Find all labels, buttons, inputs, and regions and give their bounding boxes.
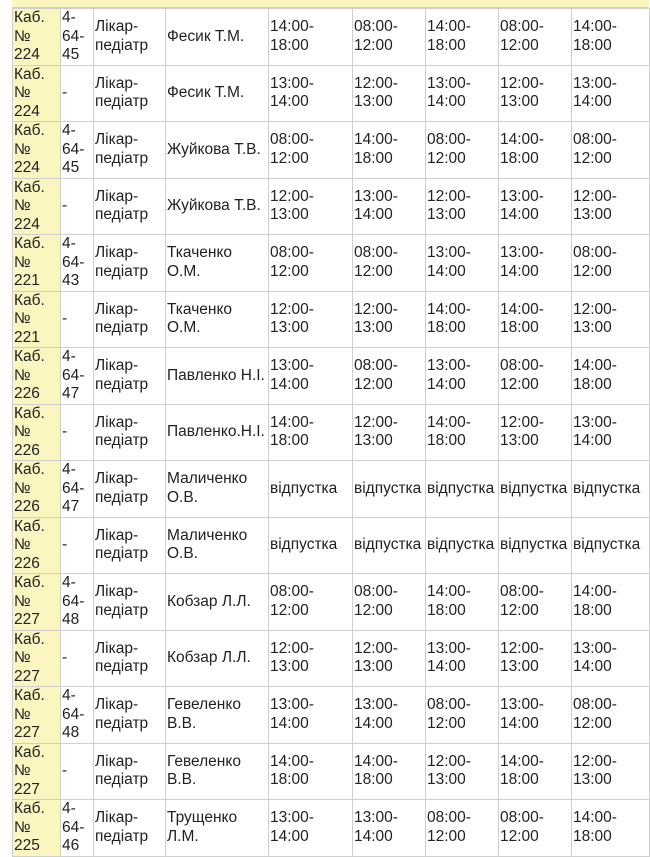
schedule-slot-fri: 12:00-13:00	[572, 743, 650, 800]
position-cell: Лікар-педіатр	[94, 65, 166, 122]
schedule-slot-tue: 08:00-12:00	[353, 9, 426, 66]
room-cell: Каб. № 224	[13, 122, 61, 179]
position-cell: Лікар-педіатр	[94, 404, 166, 461]
table-row	[13, 574, 650, 631]
schedule-slot-tue: 08:00-12:00	[353, 574, 426, 631]
phone-cell: -	[61, 517, 94, 574]
table-top-strip	[12, 0, 649, 8]
schedule-slot-thu: 13:00-14:00	[499, 687, 572, 744]
phone-cell: -	[61, 178, 94, 235]
room-cell: Каб. № 227	[13, 743, 61, 800]
schedule-body	[13, 9, 650, 857]
phone-cell: 4-64-47	[61, 348, 94, 405]
position-cell: Лікар-педіатр	[94, 517, 166, 574]
schedule-slot-wed: 13:00-14:00	[426, 235, 499, 292]
schedule-slot-thu: 08:00-12:00	[499, 348, 572, 405]
schedule-slot-mon: 13:00-14:00	[269, 348, 353, 405]
schedule-slot-thu: 13:00-14:00	[499, 235, 572, 292]
room-cell: Каб. № 221	[13, 291, 61, 348]
schedule-slot-fri: 14:00-18:00	[572, 9, 650, 66]
schedule-slot-wed: 12:00-13:00	[426, 743, 499, 800]
doctor-name-cell: Кобзар Л.Л.	[166, 630, 269, 687]
schedule-slot-fri: 12:00-13:00	[572, 178, 650, 235]
schedule-slot-wed: 13:00-14:00	[426, 65, 499, 122]
position-cell: Лікар-педіатр	[94, 9, 166, 66]
schedule-slot-mon: 08:00-12:00	[269, 574, 353, 631]
schedule-slot-wed: 13:00-14:00	[426, 348, 499, 405]
schedule-slot-tue: 14:00-18:00	[353, 122, 426, 179]
schedule-slot-thu: 08:00-12:00	[499, 574, 572, 631]
schedule-slot-tue: 14:00-18:00	[353, 743, 426, 800]
position-cell: Лікар-педіатр	[94, 687, 166, 744]
schedule-slot-mon: 12:00-13:00	[269, 178, 353, 235]
schedule-slot-thu: 08:00-12:00	[499, 800, 572, 857]
position-cell: Лікар-педіатр	[94, 178, 166, 235]
doctor-name-cell: Павленко Н.І.	[166, 348, 269, 405]
phone-cell: -	[61, 743, 94, 800]
schedule-slot-tue: відпустка	[353, 517, 426, 574]
phone-cell: 4-64-45	[61, 122, 94, 179]
phone-cell: -	[61, 291, 94, 348]
schedule-slot-fri: 13:00-14:00	[572, 630, 650, 687]
schedule-slot-wed: 08:00-12:00	[426, 687, 499, 744]
schedule-slot-thu: 14:00-18:00	[499, 122, 572, 179]
table-row	[13, 178, 650, 235]
schedule-slot-wed: 08:00-12:00	[426, 800, 499, 857]
schedule-slot-wed: 08:00-12:00	[426, 122, 499, 179]
doctor-schedule-table	[12, 8, 650, 857]
room-cell: Каб. № 224	[13, 65, 61, 122]
schedule-slot-thu: 14:00-18:00	[499, 291, 572, 348]
table-row	[13, 291, 650, 348]
doctor-name-cell: Маличенко О.В.	[166, 517, 269, 574]
doctor-name-cell: Гевеленко В.В.	[166, 743, 269, 800]
schedule-slot-fri: 14:00-18:00	[572, 574, 650, 631]
schedule-slot-thu: 13:00-14:00	[499, 178, 572, 235]
schedule-slot-tue: 12:00-13:00	[353, 65, 426, 122]
schedule-slot-fri: 12:00-13:00	[572, 291, 650, 348]
schedule-slot-tue: 12:00-13:00	[353, 404, 426, 461]
schedule-slot-wed: 14:00-18:00	[426, 291, 499, 348]
doctor-name-cell: Фесик Т.М.	[166, 65, 269, 122]
table-row	[13, 348, 650, 405]
room-cell: Каб. № 227	[13, 687, 61, 744]
schedule-slot-wed: відпустка	[426, 461, 499, 518]
doctor-name-cell: Кобзар Л.Л.	[166, 574, 269, 631]
schedule-slot-wed: 14:00-18:00	[426, 404, 499, 461]
room-cell: Каб. № 226	[13, 348, 61, 405]
position-cell: Лікар-педіатр	[94, 743, 166, 800]
schedule-slot-fri: 08:00-12:00	[572, 122, 650, 179]
doctor-name-cell: Фесик Т.М.	[166, 9, 269, 66]
schedule-slot-tue: 08:00-12:00	[353, 235, 426, 292]
schedule-slot-fri: 14:00-18:00	[572, 348, 650, 405]
doctor-name-cell: Павленко.Н.І.	[166, 404, 269, 461]
schedule-slot-wed: 12:00-13:00	[426, 178, 499, 235]
position-cell: Лікар-педіатр	[94, 800, 166, 857]
table-row	[13, 9, 650, 66]
schedule-slot-mon: відпустка	[269, 461, 353, 518]
table-row	[13, 687, 650, 744]
schedule-slot-tue: 08:00-12:00	[353, 348, 426, 405]
doctor-name-cell: Трущенко Л.М.	[166, 800, 269, 857]
table-row	[13, 517, 650, 574]
schedule-slot-fri: 08:00-12:00	[572, 235, 650, 292]
schedule-slot-thu: 08:00-12:00	[499, 9, 572, 66]
table-row	[13, 122, 650, 179]
doctor-name-cell: Ткаченко О.М.	[166, 291, 269, 348]
schedule-slot-fri: 08:00-12:00	[572, 687, 650, 744]
schedule-slot-thu: 12:00-13:00	[499, 630, 572, 687]
room-cell: Каб. № 227	[13, 574, 61, 631]
room-cell: Каб. № 225	[13, 800, 61, 857]
phone-cell: -	[61, 404, 94, 461]
room-cell: Каб. № 226	[13, 461, 61, 518]
table-row	[13, 65, 650, 122]
schedule-slot-fri: відпустка	[572, 461, 650, 518]
schedule-slot-mon: 12:00-13:00	[269, 630, 353, 687]
doctor-name-cell: Ткаченко О.М.	[166, 235, 269, 292]
schedule-slot-mon: 14:00-18:00	[269, 743, 353, 800]
schedule-slot-tue: 13:00-14:00	[353, 178, 426, 235]
room-cell: Каб. № 224	[13, 9, 61, 66]
schedule-slot-thu: відпустка	[499, 517, 572, 574]
schedule-slot-fri: 13:00-14:00	[572, 65, 650, 122]
schedule-slot-thu: відпустка	[499, 461, 572, 518]
schedule-slot-tue: 13:00-14:00	[353, 800, 426, 857]
schedule-slot-fri: 13:00-14:00	[572, 404, 650, 461]
phone-cell: 4-64-43	[61, 235, 94, 292]
schedule-slot-mon: 14:00-18:00	[269, 9, 353, 66]
phone-cell: 4-64-46	[61, 800, 94, 857]
schedule-slot-fri: відпустка	[572, 517, 650, 574]
schedule-slot-wed: 14:00-18:00	[426, 574, 499, 631]
schedule-slot-fri: 14:00-18:00	[572, 800, 650, 857]
position-cell: Лікар-педіатр	[94, 291, 166, 348]
position-cell: Лікар-педіатр	[94, 630, 166, 687]
table-row	[13, 630, 650, 687]
room-cell: Каб. № 227	[13, 630, 61, 687]
position-cell: Лікар-педіатр	[94, 122, 166, 179]
table-row	[13, 235, 650, 292]
schedule-slot-mon: 08:00-12:00	[269, 235, 353, 292]
schedule-slot-mon: відпустка	[269, 517, 353, 574]
position-cell: Лікар-педіатр	[94, 235, 166, 292]
table-row	[13, 800, 650, 857]
schedule-slot-tue: 12:00-13:00	[353, 630, 426, 687]
table-row	[13, 743, 650, 800]
room-cell: Каб. № 226	[13, 404, 61, 461]
schedule-slot-mon: 13:00-14:00	[269, 800, 353, 857]
schedule-slot-tue: 12:00-13:00	[353, 291, 426, 348]
phone-cell: -	[61, 630, 94, 687]
position-cell: Лікар-педіатр	[94, 348, 166, 405]
phone-cell: 4-64-48	[61, 687, 94, 744]
phone-cell: 4-64-48	[61, 574, 94, 631]
schedule-slot-mon: 14:00-18:00	[269, 404, 353, 461]
schedule-slot-mon: 13:00-14:00	[269, 65, 353, 122]
phone-cell: -	[61, 65, 94, 122]
schedule-slot-tue: 13:00-14:00	[353, 687, 426, 744]
room-cell: Каб. № 226	[13, 517, 61, 574]
position-cell: Лікар-педіатр	[94, 461, 166, 518]
phone-cell: 4-64-45	[61, 9, 94, 66]
schedule-slot-thu: 14:00-18:00	[499, 743, 572, 800]
schedule-slot-wed: 13:00-14:00	[426, 630, 499, 687]
room-cell: Каб. № 221	[13, 235, 61, 292]
doctor-name-cell: Маличенко О.В.	[166, 461, 269, 518]
phone-cell: 4-64-47	[61, 461, 94, 518]
position-cell: Лікар-педіатр	[94, 574, 166, 631]
schedule-slot-tue: відпустка	[353, 461, 426, 518]
schedule-slot-mon: 08:00-12:00	[269, 122, 353, 179]
schedule-slot-mon: 12:00-13:00	[269, 291, 353, 348]
doctor-name-cell: Жуйкова Т.В.	[166, 178, 269, 235]
schedule-slot-thu: 12:00-13:00	[499, 404, 572, 461]
doctor-name-cell: Жуйкова Т.В.	[166, 122, 269, 179]
schedule-slot-wed: 14:00-18:00	[426, 9, 499, 66]
room-cell: Каб. № 224	[13, 178, 61, 235]
table-row	[13, 404, 650, 461]
schedule-slot-wed: відпустка	[426, 517, 499, 574]
schedule-slot-mon: 13:00-14:00	[269, 687, 353, 744]
doctor-name-cell: Гевеленко В.В.	[166, 687, 269, 744]
table-row	[13, 461, 650, 518]
schedule-slot-thu: 12:00-13:00	[499, 65, 572, 122]
